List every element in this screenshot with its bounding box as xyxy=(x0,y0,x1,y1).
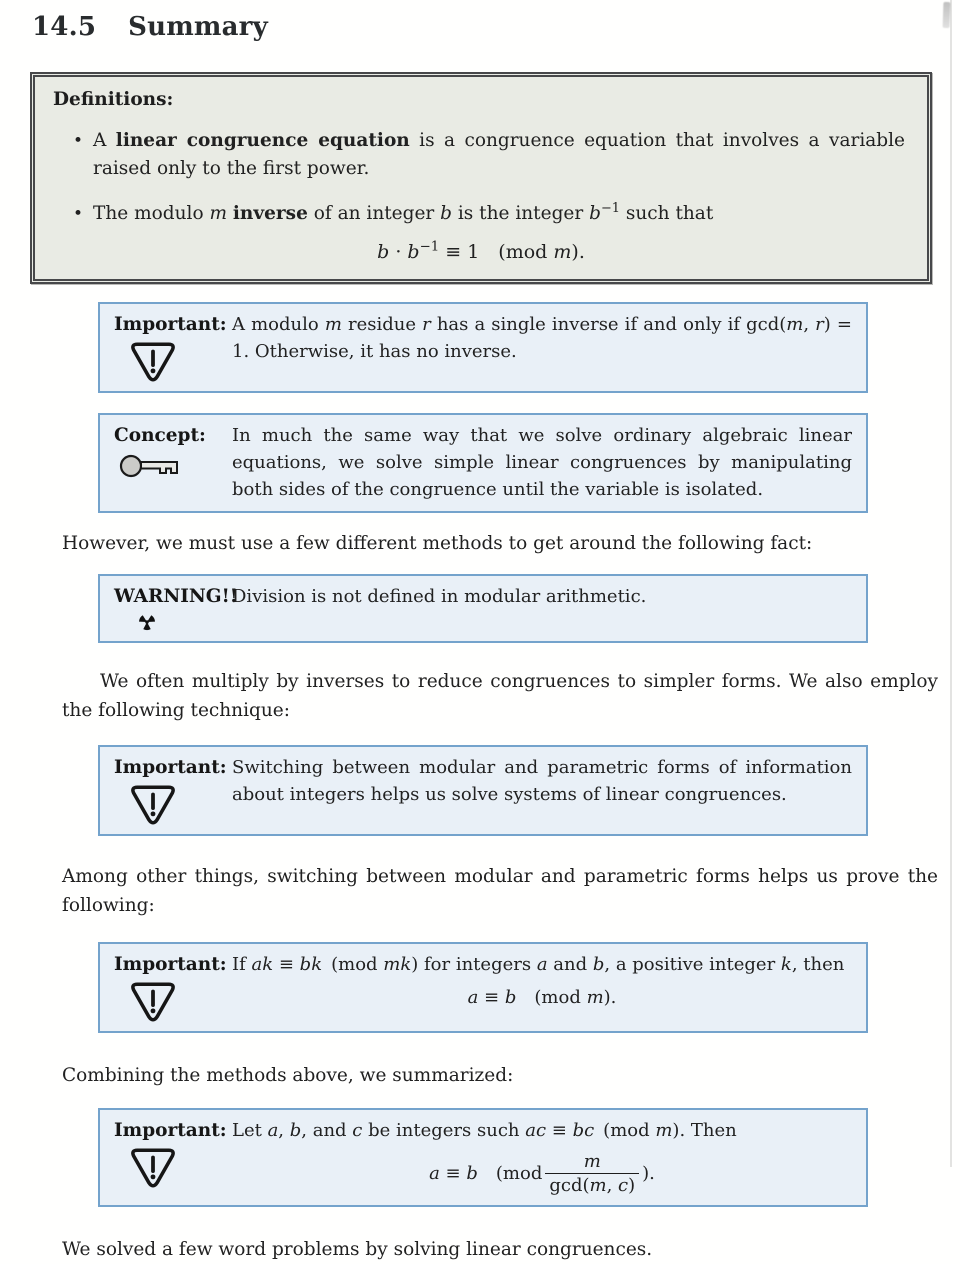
section-number: 14.5 xyxy=(32,12,97,42)
concept-box xyxy=(98,413,868,513)
important-label: Important: xyxy=(114,314,227,335)
fraction-numerator: m xyxy=(583,1151,601,1172)
important-statement: Let a, b, and c be integers such ac ≡ bc (mod m). Then xyxy=(232,1120,737,1141)
important-text xyxy=(232,1117,852,1197)
warning-triangle-icon xyxy=(130,981,232,1023)
definitions-box xyxy=(30,72,932,284)
radiation-icon xyxy=(136,611,232,633)
section-heading xyxy=(32,12,932,42)
paragraph-multiply-inverses: We often multiply by inverses to reduce congruences to simpler forms. We also employ the following technique: xyxy=(62,671,938,721)
paragraph-among-other-things: Among other things, switching between modular and parametric forms helps us prove the following: xyxy=(62,866,938,916)
important-text xyxy=(232,951,852,1023)
page-edge-line xyxy=(950,0,952,1167)
section-title-text: Summary xyxy=(128,12,268,42)
definitions-label: Definitions: xyxy=(53,89,174,110)
important-statement: If ak ≡ bk (mod mk) for integers a and b, a positive integer k, then xyxy=(232,954,845,975)
important-label: Important: xyxy=(114,757,227,778)
important-box-cancel-common-factor xyxy=(98,942,868,1033)
bullet-icon: • xyxy=(73,204,84,224)
important-label: Important: xyxy=(114,1120,227,1141)
definition-text: The modulo m inverse of an integer b is the integer $b^{-1}$ such that xyxy=(93,200,714,224)
inverse-definition-formula: $b \cdot b^{-1} \equiv 1$ (mod m). xyxy=(377,239,585,263)
paragraph-solved: We solved a few word problems by solving linear congruences. xyxy=(62,1239,653,1260)
key-icon xyxy=(118,452,232,482)
definition-item-modulo-inverse xyxy=(73,200,909,228)
definition-item-linear-congruence xyxy=(73,127,909,183)
important-text: Switching between modular and parametric forms of information about integers helps us solve systems of linear congruences. xyxy=(232,757,852,805)
paragraph-however: However, we must use a few different methods to get around the following fact: xyxy=(62,533,813,554)
formula-suffix: ). xyxy=(642,1163,655,1184)
important-box-inverse-existence xyxy=(98,302,868,393)
warning-triangle-icon xyxy=(130,341,232,383)
important-box-modular-parametric xyxy=(98,745,868,836)
callout-label-column xyxy=(114,1117,232,1197)
callout-label-column xyxy=(114,951,232,1023)
fraction xyxy=(545,1150,639,1197)
callout-label-column xyxy=(114,583,238,633)
gcd-congruence-formula xyxy=(232,1150,852,1197)
important-text: A modulo m residue r has a single inverse if and only if gcd(m, r) = 1. Otherwise, it has no inverse. xyxy=(232,314,852,362)
callout-label-column xyxy=(114,754,232,826)
warning-triangle-icon xyxy=(130,1147,232,1189)
congruence-formula: a ≡ b (mod m). xyxy=(467,987,617,1008)
warning-label: WARNING!! xyxy=(114,586,238,607)
definition-text: A linear congruence equation is a congruence equation that involves a variable raised only to the first power. xyxy=(93,130,905,179)
formula-prefix: a ≡ b (mod xyxy=(429,1163,543,1184)
paragraph-combining: Combining the methods above, we summarized: xyxy=(62,1065,514,1086)
warning-triangle-icon xyxy=(130,784,232,826)
concept-text: In much the same way that we solve ordinary algebraic linear equations, we solve simple linear congruences by manipulating both sides of the congruence until the variable is isolated. xyxy=(232,425,852,500)
fraction-denominator: gcd(m, c) xyxy=(545,1173,639,1197)
bullet-icon: • xyxy=(73,131,84,151)
callout-label-column xyxy=(114,422,232,503)
important-label: Important: xyxy=(114,954,227,975)
scan-artifact xyxy=(943,2,951,28)
important-box-division-gcd xyxy=(98,1108,868,1207)
warning-text: Division is not defined in modular arithmetic. xyxy=(232,586,647,607)
callout-label-column xyxy=(114,311,232,383)
concept-label: Concept: xyxy=(114,425,206,446)
warning-box xyxy=(98,574,868,643)
